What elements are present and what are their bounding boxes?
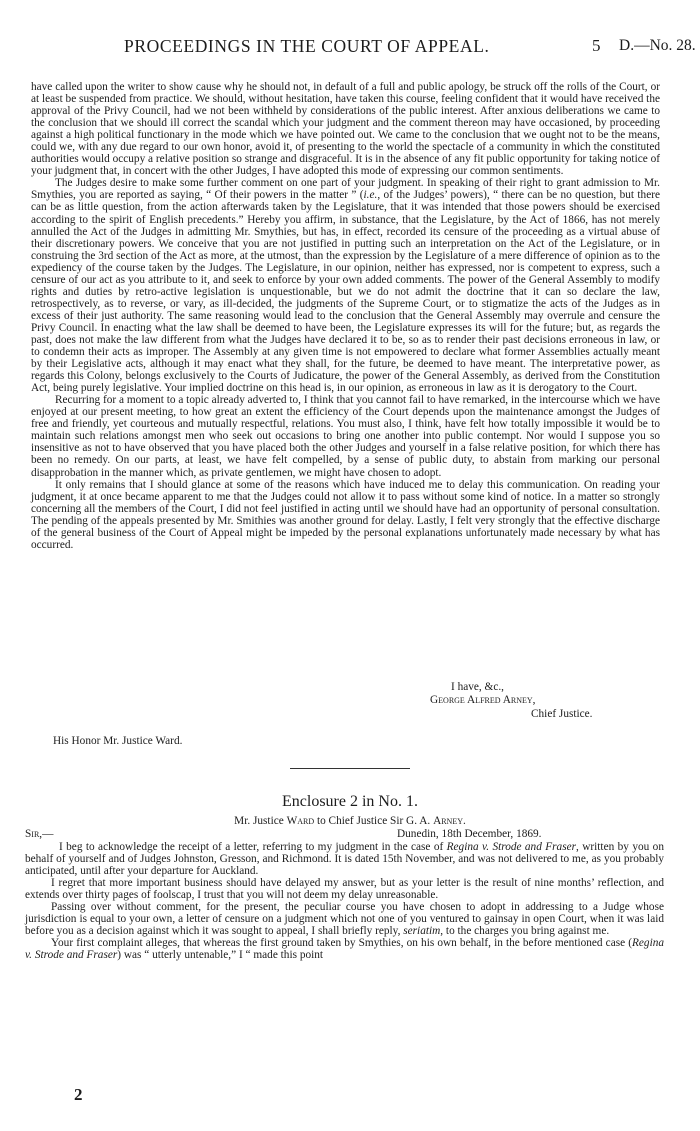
italic-text: seriatim [403,925,441,938]
enclosure-heading: Enclosure 2 in No. 1. [282,793,418,810]
closing-line: I have, &c., [451,681,505,693]
signature-name: George Alfred Arney, [430,694,536,706]
page-number: 5 [592,36,601,55]
text-run: to Chief Justice Sir G. A. [314,815,434,827]
paragraph: Recurring for a moment to a topic already adverted to, I think that you cannot fail to have remarked, in the intercourse which we have enjoyed at our present meeting, to how great an extent the efficiency of the Court depends upon the maintenance amongst the Judges of free and friendly, yet courteous and mutually respectful, relations. You must also, I think, have felt how totally impossible it would be to maintain such relations amongst men who seek out occasions to bring one another into public contempt. Nor would I suppose you so insensitive as not to have observed that you have placed both the other Judges and yourself in a false relative position, for which there has been no remedy. On our parts, at least, we have felt compelled, by a sense of public duty, to abstain from marking our personal disapprobation in the manner which, as private gentlemen, we might have chosen to adopt. [31,394,660,479]
paragraph [25,901,664,937]
enclosure-subheading [0,815,700,827]
addressee: His Honor Mr. Justice Ward. [53,735,183,747]
enclosure-letter [25,841,664,961]
paragraph: have called upon the writer to show cause why he should not, in default of a full and public apology, be struck off the rolls of the Court, or at least be suspended from practice. We should, without hesitation, have taken this course, feeling confident that it would have received the approval of the Privy Council, had we not been withheld by considerations of the public interest. After anxious deliberations we came to the conclusion that we should ill correct the scandal which your judgment and the comment thereon may have occasioned, by proceeding against a high political functionary in the mode which we have pointed out. We came to the conclusion that we ought not to be the means, could we, with any due regard to our own honor, avoid it, of presenting to the world the spectacle of a community in which the constituted authorities would occupy a relative position so strange and disgraceful. It is in the absence of any fit public opportunity for taking notice of your judgment that, in concert with the other Judges, I have adopted this mode of expressing our common sentiments. [31,81,660,178]
italic-text: Regina v. Strode and Fraser [25,937,664,962]
text-run: ) was “ utterly untenable,” I “ made this point [117,949,324,962]
signature-title: Chief Justice. [531,708,593,720]
signature-mark: 2 [74,1085,83,1104]
paragraph [31,177,660,394]
section-divider [290,768,410,769]
paragraph [25,841,664,877]
text-run: I beg to acknowledge the receipt of a letter, referring to my judgment in the case of [59,841,447,853]
text-run: . [463,815,466,827]
paragraph [25,937,664,961]
text-run: Passing over without comment, for the present, the peculiar course you have chosen to adopt in addressing to a Judge whose jurisdiction is equal to your own, a letter of censure on a judgment which not one of you ventured to gainsay in open Court, when it was laid before you as a decision against which it was sought to appeal, I shall briefly reply, [25,901,664,938]
salutation: Sir,— [25,828,54,840]
italic-text: Regina v. Strode and Fraser [446,841,577,853]
italic-text: i.e. [363,189,378,202]
small-caps-name: Ward [286,815,315,827]
text-run: , to the charges you bring against me. [440,925,610,938]
small-caps-name: Arney [433,815,463,827]
running-head [0,36,700,58]
paragraph: I regret that more important business should have delayed my answer, but as your letter is the result of nine months’ reflection, and extends over thirty pages of foolscap, I trust that you will not deem my delay unreasonable. [25,877,664,902]
text-run: , written by you on behalf of yourself and of Judges Johnston, Gresson, and Richmond. It is dated 15th November, and was not delivered to me, as you probably anticipated, until after your departure for Auckland. [25,841,664,878]
text-run: Your first complaint alleges, that whereas the first ground taken by Smythies, on his own behalf, in the before mentioned case ( [51,937,632,950]
text-run: Mr. Justice [234,815,287,827]
dateline: Dunedin, 18th December, 1869. [397,828,542,840]
document-reference: D.—No. 28. [619,37,696,54]
text-run: The Judges desire to make some further comment on one part of your judgment. In speaking of their right to grant admission to Mr. Smythies, you are reported as saying, “ Of their powers in the matter ” ( [31,177,660,202]
text-run: , of the Judges’ powers), “ there can be no question, but there can be as little question, from the action afterwards taken by the Legislature, that it was intended that those powers should be exercised according to the spirit of English precedents.” Hereby you affirm, in substance, that the Legislature, by the Act of 1866, has not merely annulled the Act of the Judges in admitting Mr. Smythies, but has, in effect, recorded its censure of the proceeding as a virtual abuse of their discretionary powers. We conceive that you are not justified in putting such an interpretation on the Act of the Legislature, or in construing the 3rd section of the Act as more, at the utmost, than the expression by the Legislature of a mere difference of opinion as to the expediency of the course taken by the Judges. The Legislature, in our opinion, neither has expressed, nor is competent to express, such a censure of our act as you attribute to it, and seek to enforce by your own added comments. The power of the General Assembly to modify rights and duties by retro-active legislation is unquestionable, but we do not admit the doctrine that it can so declare the law, retrospectively, as to reverse, or vary, as ill-decided, the judgments of the Supreme Court, or to stigmatize the acts of the Judges as in excess of their just authority. The same reasoning would lead to the conclusion that the General Assembly may overrule and censure the Privy Council. In enacting what the law shall be deemed to have been, the Legislature expresses its will for the future; but, as regards the past, does not make the law different from what the Judges have declared it to be, so as to render their past decisions erroneous in law, or to condemn their acts as improper. The Assembly at any given time is not empowered to declare what former Assemblies actually meant by their Legislative acts, although it may enact what they shall, for the future, be deemed to have meant. The interpretative power, as regards this Colony, belongs exclusively to the Courts of Judicature, the power of the General Assembly, as derived from the Constitution Act, being purely legislative. Your implied doctrine on this head is, in our opinion, as erroneous in law as it is derogatory to the Court. [31,189,660,395]
paragraph: It only remains that I should glance at some of the reasons which have induced me to delay this communication. On reading your judgment, it at once became apparent to me that the Judges could not allow it to pass without some kind of notice. In a matter so strongly concerning all the members of the Court, I did not feel justified in acting until we should have had an opportunity of personal consultation. The pending of the appeals presented by Mr. Smithies was another ground for delay. Lastly, I felt very strongly that the effective discharge of the general business of the Court of Appeal might be impeded by the personal explanations unfortunately made necessary by what has occurred. [31,478,660,551]
page-title: PROCEEDINGS IN THE COURT OF APPEAL. [124,36,490,56]
letter-continuation [31,81,660,551]
